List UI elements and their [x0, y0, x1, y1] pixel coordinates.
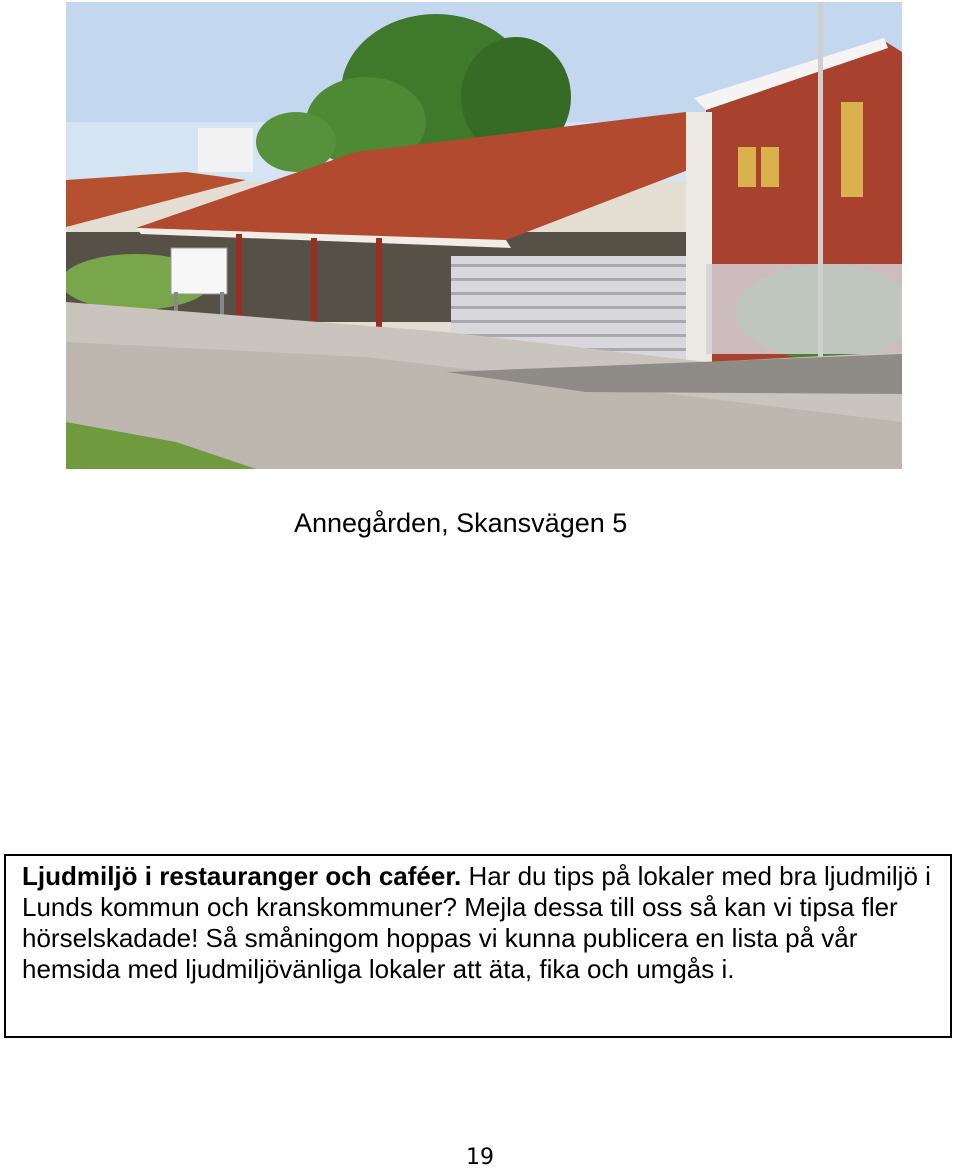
notice-heading: Ljudmiljö i restauranger och caféer.	[22, 861, 462, 891]
notice-body: Har du tips på lokaler med bra ljudmiljö i Lunds kommun och kranskommuner? Mejla dessa till oss så kan vi tipsa fler hörselskadade! Så småningom hoppas vi kunna publicera en lista på vår hemsida med ljudmiljövänliga lokaler att äta, fika och umgås i.	[22, 861, 931, 984]
photo-caption: Annegården, Skansvägen 5	[294, 508, 628, 538]
page-number: 19	[466, 1145, 494, 1170]
notice-box	[4, 854, 952, 1038]
building-photo	[66, 2, 902, 469]
building-illustration	[66, 2, 902, 469]
